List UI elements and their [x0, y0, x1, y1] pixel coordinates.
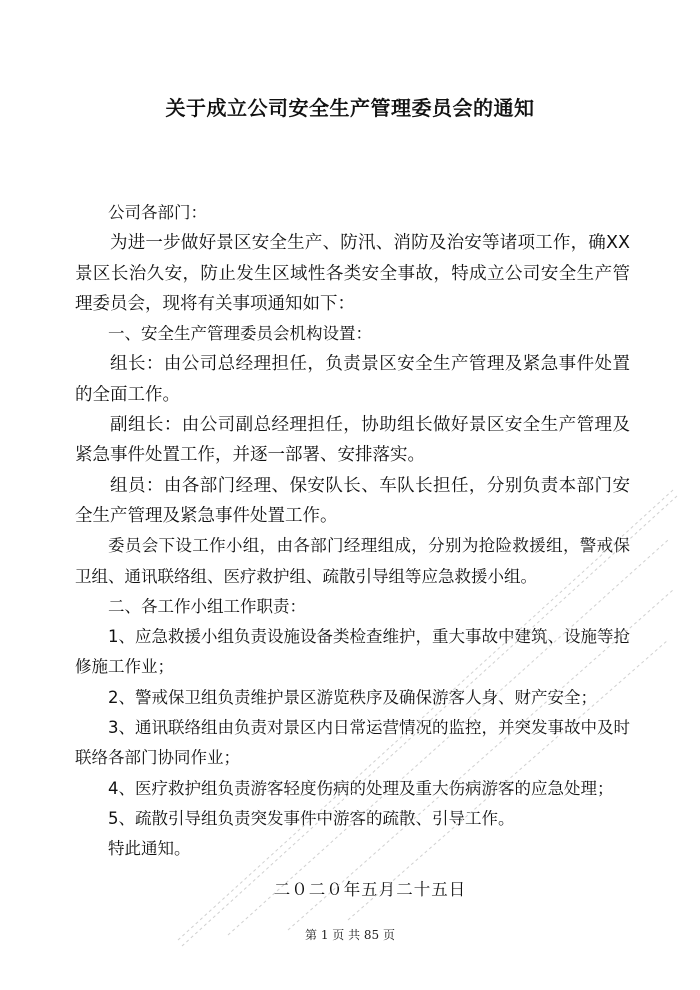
body-paragraph: 特此通知。 — [108, 839, 191, 859]
page-footer: 第 1 页 共 85 页 — [305, 928, 395, 942]
document-body — [75, 198, 630, 865]
body-paragraph: 委员会下设工作小组，由各部门经理组成，分别为抢险救援组，警戒保卫组、通讯联络组、医疗救护组、疏散引导组等应急救援小组。 — [75, 536, 630, 586]
body-paragraph: 4、医疗救护组负责游客轻度伤病的处理及重大伤病游客的应急处理； — [108, 778, 614, 798]
body-paragraph: 2、警戒保卫组负责维护景区游览秩序及确保游客人身、财产安全； — [108, 687, 597, 707]
body-paragraph: 为进一步做好景区安全生产、防汛、消防及治安等诸项工作，确XX景区长治久安，防止发生区域性各类安全事故，特成立公司安全生产管理委员会，现将有关事项通知如下： — [75, 233, 630, 314]
body-paragraph: 组员：由各部门经理、保安队长、车队长担任，分别负责本部门安全生产管理及紧急事件处置工作。 — [75, 475, 630, 526]
body-paragraph: 3、通讯联络组由负责对景区内日常运营情况的监控，并突发事故中及时联络各部门协同作业； — [75, 718, 630, 768]
body-paragraph: 1、应急救援小组负责设施设备类检查维护，重大事故中建筑、设施等抢修施工作业； — [75, 627, 630, 677]
body-paragraph: 组长：由公司总经理担任，负责景区安全生产管理及紧急事件处置的全面工作。 — [75, 354, 630, 405]
document-date: 二０二０年五月二十五日 — [273, 880, 467, 899]
body-paragraph: 5、疏散引导组负责突发事件中游客的疏散、引导工作。 — [108, 808, 515, 828]
body-paragraph: 二、各工作小组工作职责： — [108, 596, 306, 616]
body-paragraph: 一、安全生产管理委员会机构设置： — [108, 324, 372, 344]
document-title: 关于成立公司安全生产管理委员会的通知 — [165, 96, 535, 120]
body-paragraph: 副组长：由公司副总经理担任，协助组长做好景区安全生产管理及紧急事件处置工作，并逐一部署、安排落实。 — [75, 415, 630, 466]
salutation: 公司各部门： — [108, 203, 207, 222]
